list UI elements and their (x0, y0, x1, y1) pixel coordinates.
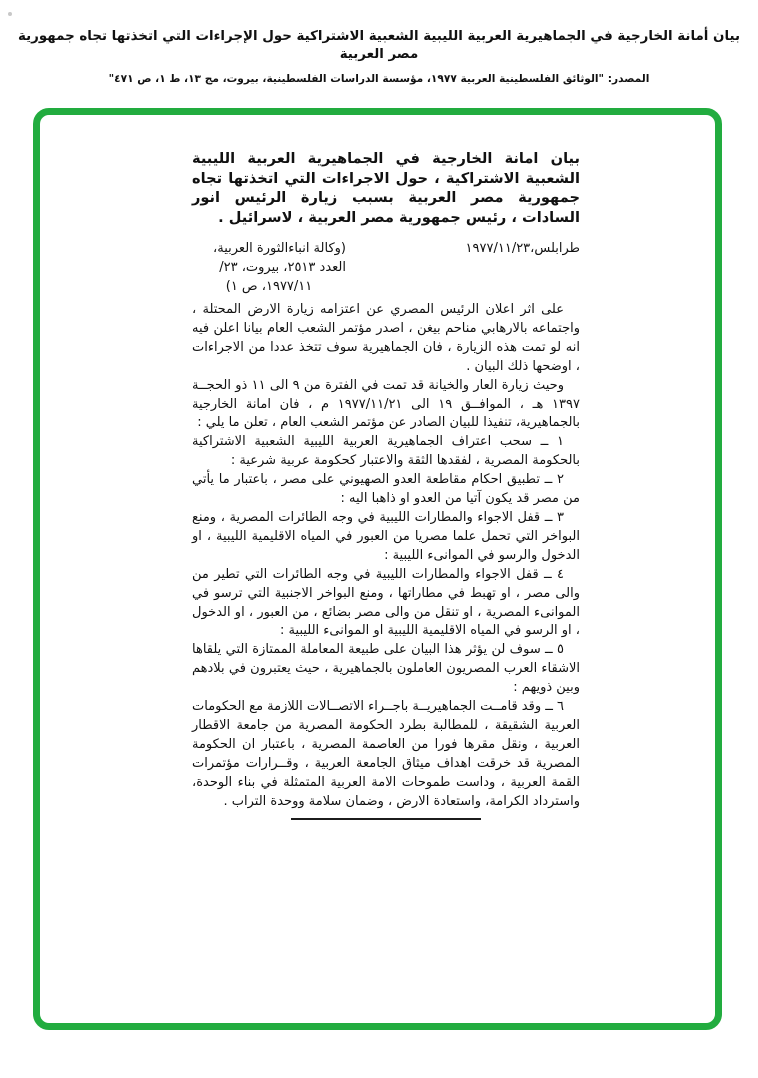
page-title: بيان أمانة الخارجية في الجماهيرية العربية الليبية الشعبية الاشتراكية حول الإجراءات التي اتخذتها تجاه جمهورية مصر العربية (18, 29, 740, 62)
document-body (192, 149, 580, 820)
agency-citation-line-3: ١٩٧٧/١١، ص ١) (225, 279, 313, 294)
end-separator-rule (291, 818, 481, 820)
dateline-city-date: طرابلس،١٩٧٧/١١/٢٣ (465, 241, 580, 256)
agency-citation-line-2: العدد ٢٥١٣، بيروت، ٢٣/ (219, 260, 346, 275)
list-item-4: ٤ ــ قفل الاجواء والمطارات الليبية في وجه الطائرات التي تطير من والى مصر ، او تهبط في مطاراتها ، ومنع البواخر الاجنبية التي ترسو في الموانىء المصرية ، او تنقل من والى مصر بضائع ، من العبور ، او الدخول ، او الرسو في المياه الاقليمية الليبية او الموانىء الليبية : (192, 566, 580, 639)
page-header (10, 28, 748, 87)
list-item-6: ٦ ــ وقد قامــت الجماهيريــة باجــراء الاتصــالات اللازمة مع الحكومات العربية الشقيقة ، للمطالبة بطرد الحكومة المصرية من جامعة الاقطار العربية ، ونقل مقرها فورا من العاصمة المصرية ، باعتبار ان الحكومة المصرية قد خرقت اهداف ميثاق الجامعة العربية ، وقــرارات مؤتمرات القمة العربية ، وداست طموحات الامة العربية المتمثلة في بناء الوحدة، واسترداد الكرامة، واستعادة الارض ، وضمان سلامة ووحدة التراب . (192, 699, 580, 809)
list-item-3: ٣ ــ قفل الاجواء والمطارات الليبية في وجه الطائرات المصرية ، ومنع البواخر التي تحمل علما مصريا من العبور في المياه الاقليمية الليبية ، او الدخول والرسو في الموانىء الليبية : (192, 509, 580, 563)
list-item-2: ٢ ــ تطبيق احكام مقاطعة العدو الصهيوني على مصر ، باعتبار ما يأتي من مصر قد يكون آتيا من العدو او ذاهبا اليه : (192, 472, 580, 507)
paragraph-preamble: وحيث زيارة العار والخيانة قد تمت في الفترة من ٩ الى ١١ ذو الحجــة ١٣٩٧ هـ ، الموافــق ١٩ الى ١٩٧٧/١١/٢١ م ، فان امانة الخارجية بالجماهيرية، تنفيذا للبيان الصادر عن مؤتمر الشعب العام ، تعلن ما يلي : (192, 377, 580, 431)
agency-citation-line-1: (وكالة انباءالثورة العربية، (213, 241, 346, 256)
document-title: بيان امانة الخارجية في الجماهيرية العربية الليبية الشعبية الاشتراكية ، حول الاجراءات التي اتخذتها تجاه جمهورية مصر العربية بسبب زيارة الرئيس انور السادات ، رئيس جمهورية مصر العربية ، لاسرائيل . (192, 150, 580, 226)
scan-artifact-dot (8, 12, 12, 16)
dateline-agency-citation (192, 239, 346, 296)
document-frame (33, 108, 722, 1030)
paragraph-intro: على اثر اعلان الرئيس المصري عن اعتزامه زيارة الارض المحتلة ، واجتماعه بالارهابي مناحم بيغن ، اصدر مؤتمر الشعب العام بيانا اعلن فيه انه لو تمت هذه الزيارة ، فان الجماهيرية سوف تتخذ عددا من الاجراءات ، اوضحها ذلك البيان . (192, 302, 580, 374)
list-item-1: ١ ــ سحب اعتراف الجماهيرية العربية الليبية الشعبية الاشتراكية بالحكومة المصرية ، لفقدها الثقة والاعتبار كحكومة عربية شرعية : (192, 434, 580, 469)
list-item-5: ٥ ــ سوف لن يؤثر هذا البيان على طبيعة المعاملة الممتازة التي يلقاها الاشقاء العرب المصريون العاملون بالجماهيرية ، حيث يعتبرون في بلادهم وبين ذويهم : (192, 642, 580, 696)
dateline (192, 239, 580, 296)
source-citation: المصدر: "الوثائق الفلسطينية العربية ١٩٧٧، مؤسسة الدراسات الفلسطينية، بيروت، مج ١٣، ط ١، ص ٤٧١" (108, 73, 650, 85)
